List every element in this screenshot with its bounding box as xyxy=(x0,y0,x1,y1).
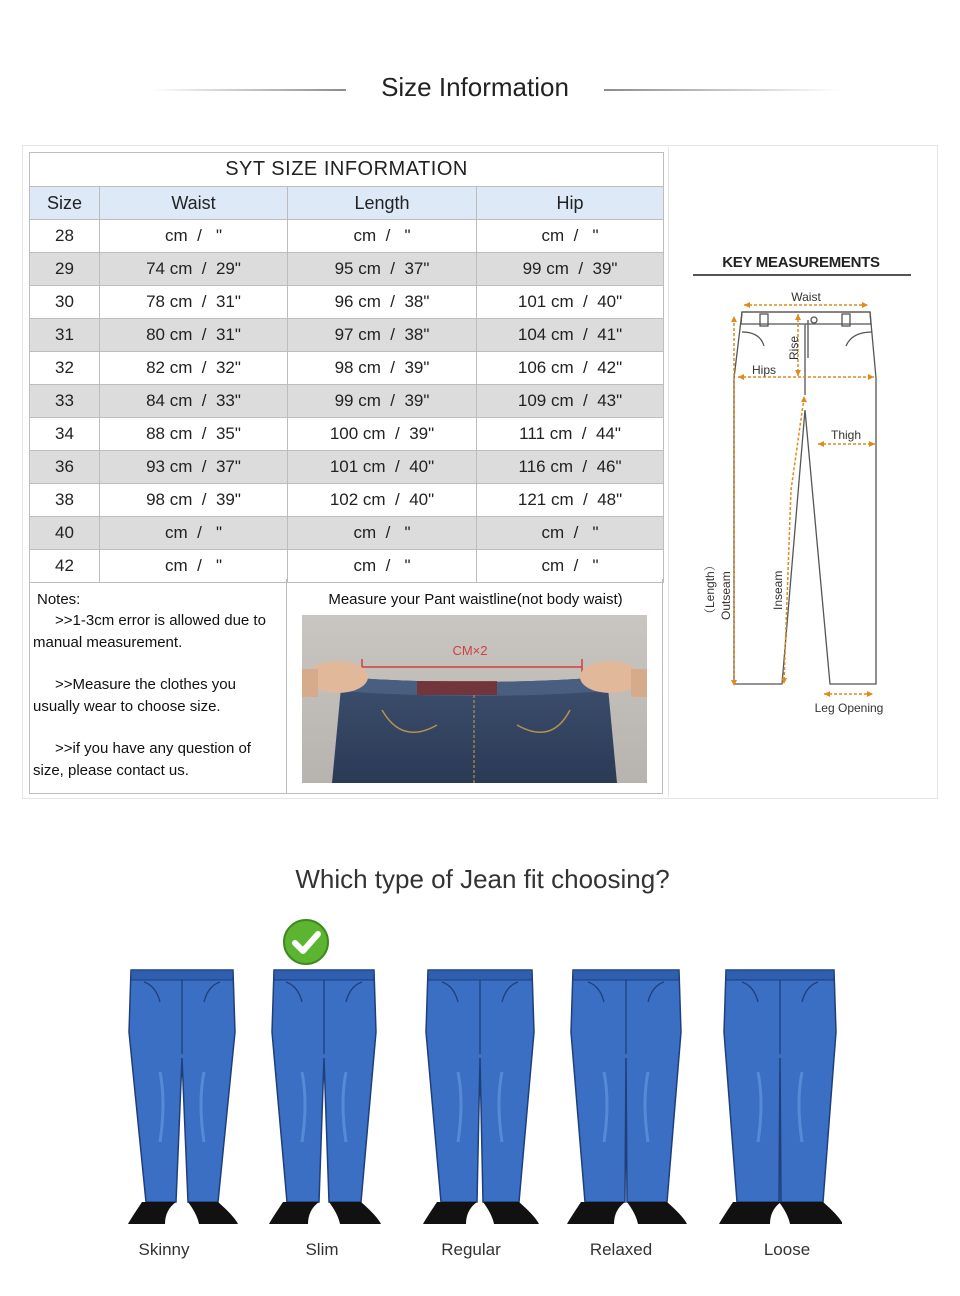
key-measurements-title: KEY MEASUREMENTS xyxy=(722,254,880,271)
measure-caption: Measure your Pant waistline(not body waist) xyxy=(328,591,623,608)
note-item: >>1-3cm error is allowed due to manual measurement. xyxy=(33,612,266,651)
cell-length: 101 cm / 40" xyxy=(288,451,477,484)
cell-waist: cm / " xyxy=(100,517,288,550)
jeans-icon xyxy=(718,962,842,1230)
col-header-length: Length xyxy=(288,187,477,220)
measure-photo-box xyxy=(286,579,663,794)
frame-divider xyxy=(668,146,669,798)
pant-diagram xyxy=(690,250,920,730)
cell-length: 96 cm / 38" xyxy=(288,286,477,319)
cell-size: 30 xyxy=(30,286,100,319)
check-icon xyxy=(282,918,330,966)
key-measurements xyxy=(690,250,920,730)
cell-size: 34 xyxy=(30,418,100,451)
cell-waist: 80 cm / 31" xyxy=(100,319,288,352)
cell-hip: cm / " xyxy=(477,220,664,253)
cell-waist: 78 cm / 31" xyxy=(100,286,288,319)
cell-hip: 109 cm / 43" xyxy=(477,385,664,418)
cell-size: 38 xyxy=(30,484,100,517)
notes-box xyxy=(29,579,287,794)
cell-length: cm / " xyxy=(288,220,477,253)
col-header-size: Size xyxy=(30,187,100,220)
label-thigh: Thigh xyxy=(830,428,862,442)
table-row xyxy=(30,484,664,517)
cell-size: 33 xyxy=(30,385,100,418)
cell-size: 29 xyxy=(30,253,100,286)
cell-hip: 106 cm / 42" xyxy=(477,352,664,385)
cell-size: 28 xyxy=(30,220,100,253)
note-item: >>Measure the clothes you usually wear to choose size. xyxy=(33,676,236,715)
table-row xyxy=(30,319,664,352)
cell-waist: 88 cm / 35" xyxy=(100,418,288,451)
cell-waist: cm / " xyxy=(100,220,288,253)
cell-length: 97 cm / 38" xyxy=(288,319,477,352)
cell-hip: 121 cm / 48" xyxy=(477,484,664,517)
jean-fit-regular[interactable] xyxy=(418,962,542,1235)
jean-fit-loose[interactable] xyxy=(718,962,842,1235)
cell-length: cm / " xyxy=(288,550,477,583)
table-row xyxy=(30,385,664,418)
table-row xyxy=(30,418,664,451)
fit-label-slim: Slim xyxy=(305,1240,339,1259)
jean-fit-relaxed[interactable] xyxy=(564,962,688,1235)
fit-label-relaxed: Relaxed xyxy=(589,1240,653,1259)
cell-waist: cm / " xyxy=(100,550,288,583)
cell-waist: 84 cm / 33" xyxy=(100,385,288,418)
cell-hip: 111 cm / 44" xyxy=(477,418,664,451)
cell-waist: 74 cm / 29" xyxy=(100,253,288,286)
cell-length: 99 cm / 39" xyxy=(288,385,477,418)
cell-length: 102 cm / 40" xyxy=(288,484,477,517)
size-table xyxy=(29,152,664,583)
cell-length: 98 cm / 39" xyxy=(288,352,477,385)
cell-size: 40 xyxy=(30,517,100,550)
fit-label-skinny: Skinny xyxy=(138,1240,190,1259)
table-row xyxy=(30,286,664,319)
label-outseam: Outseam xyxy=(719,571,733,620)
label-leg-opening: Leg Opening xyxy=(814,701,884,715)
label-hips: Hips xyxy=(751,363,777,377)
table-row xyxy=(30,352,664,385)
note-item: >>if you have any question of size, please contact us. xyxy=(33,740,251,779)
cell-hip: 99 cm / 39" xyxy=(477,253,664,286)
table-caption: SYT SIZE INFORMATION xyxy=(30,153,664,187)
col-header-hip: Hip xyxy=(477,187,664,220)
header-rule-right xyxy=(604,89,840,91)
cell-hip: 101 cm / 40" xyxy=(477,286,664,319)
cell-hip: 104 cm / 41" xyxy=(477,319,664,352)
label-inseam: Inseam xyxy=(771,570,785,610)
cell-length: cm / " xyxy=(288,517,477,550)
jean-fit-skinny[interactable] xyxy=(120,962,244,1235)
cell-length: 100 cm / 39" xyxy=(288,418,477,451)
fit-label-regular: Regular xyxy=(441,1240,501,1259)
table-row xyxy=(30,220,664,253)
fit-section-title: Which type of Jean fit choosing? xyxy=(295,864,670,894)
cm-x2-label: CM×2 xyxy=(452,643,488,658)
cell-waist: 93 cm / 37" xyxy=(100,451,288,484)
measure-waist-photo xyxy=(302,615,647,783)
cell-waist: 98 cm / 39" xyxy=(100,484,288,517)
cell-size: 32 xyxy=(30,352,100,385)
cell-length: 95 cm / 37" xyxy=(288,253,477,286)
label-rise: Rise xyxy=(787,335,801,360)
label-length: （Length） xyxy=(703,559,717,620)
col-header-waist: Waist xyxy=(100,187,288,220)
table-row xyxy=(30,550,664,583)
jeans-icon xyxy=(262,962,386,1230)
section-header xyxy=(0,60,960,120)
jeans-icon xyxy=(120,962,244,1230)
cell-size: 31 xyxy=(30,319,100,352)
cell-size: 42 xyxy=(30,550,100,583)
size-table-body xyxy=(30,220,664,583)
fit-label-loose: Loose xyxy=(763,1240,811,1259)
header-rule-left xyxy=(150,89,346,91)
table-row xyxy=(30,517,664,550)
table-row xyxy=(30,451,664,484)
jean-fit-slim[interactable] xyxy=(262,962,386,1235)
label-waist: Waist xyxy=(791,290,821,304)
notes-heading: Notes: xyxy=(37,591,81,608)
jeans-icon xyxy=(564,962,688,1230)
cell-hip: 116 cm / 46" xyxy=(477,451,664,484)
jeans-icon xyxy=(418,962,542,1230)
cell-hip: cm / " xyxy=(477,550,664,583)
cell-hip: cm / " xyxy=(477,517,664,550)
page-title: Size Information xyxy=(381,72,569,102)
table-row xyxy=(30,253,664,286)
cell-size: 36 xyxy=(30,451,100,484)
cell-waist: 82 cm / 32" xyxy=(100,352,288,385)
